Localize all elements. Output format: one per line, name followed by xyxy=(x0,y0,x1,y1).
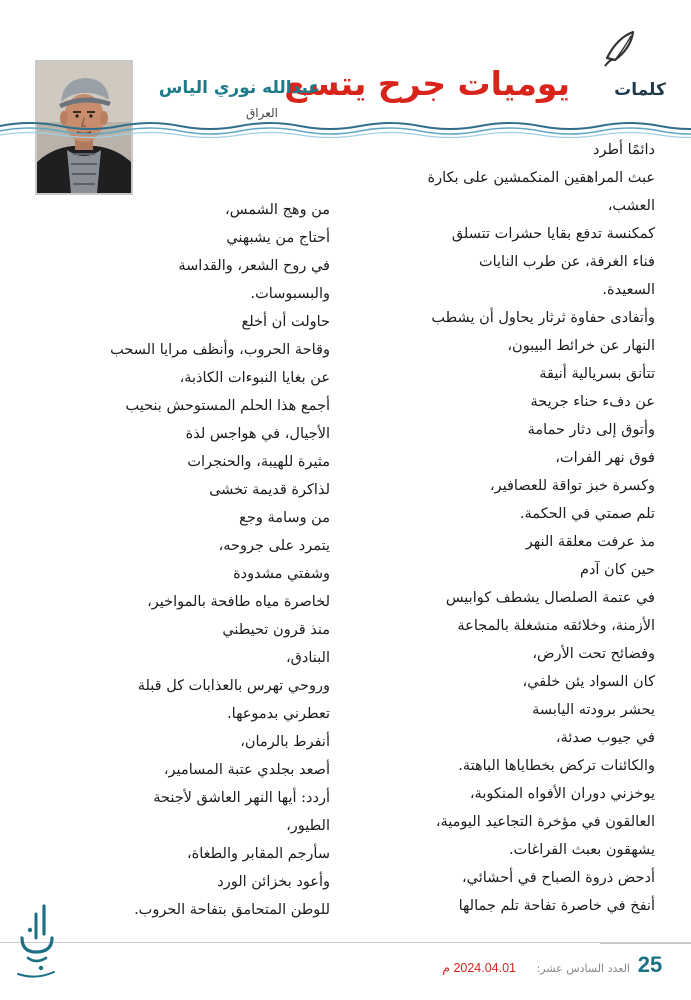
footer-divider-accent xyxy=(600,942,691,944)
poem-verse-line: من وهج الشمس، xyxy=(225,202,330,218)
poem-right-column xyxy=(355,136,655,920)
poem-verse-line: والكائنات تركض بخطاياها الباهتة. xyxy=(458,758,655,774)
poem-verse-line: وكسرة خبز تواقة للعصافير، xyxy=(489,478,655,494)
poem-verse-line: وأعود بخزائن الورد xyxy=(217,874,330,890)
poem-verse-line: في جيوب صدئة، xyxy=(555,730,655,746)
poem-verse-line: يشهقون بعبث الفراغات. xyxy=(508,842,655,858)
poem-verse-line: مثيرة للهيبة، والحنجرات xyxy=(187,454,330,470)
poem-verse-line: يحشر برودته اليابسة xyxy=(532,702,655,718)
poem-verse-line: تعطرني بدموعها. xyxy=(227,706,330,722)
poem-verse-line: عبث المراهقين المنكمشين على بكارة xyxy=(427,170,655,186)
poem-verse-line: أنفرط بالرمان، xyxy=(240,734,330,750)
poem-verse-line: لخاصرة مياه طافحة بالمواخير، xyxy=(147,594,330,610)
poem-verse-line: حاولت أن أخلع xyxy=(241,314,330,330)
magazine-logo xyxy=(14,900,58,980)
poem-verse-line: منذ قرون تحيطني xyxy=(222,622,330,638)
poem-verse-line: كمكنسة تدفع بقايا حشرات تتسلق xyxy=(451,226,655,242)
poem-verse-line: دائمًا أطرد xyxy=(593,142,655,158)
poem-verse-line: البنادق، xyxy=(285,650,330,666)
issue-label: العدد السادس عشر: xyxy=(536,962,630,975)
author-name: عبدالله نوري الياس xyxy=(158,78,320,98)
quill-pen-icon xyxy=(603,28,639,68)
author-country: العراق xyxy=(245,106,278,120)
poem-verse-line: في عتمة الصلصال يشطف كوابيس xyxy=(445,590,655,606)
poem-verse-line: يوخزني دوران الأفواه المنكوبة، xyxy=(469,786,655,802)
poem-verse-line: أجمع هذا الحلم المستوحش بنحيب xyxy=(125,398,330,414)
poem-verse-line: في روح الشعر، والقداسة xyxy=(178,258,330,274)
poem-verse-line: يتمرد على جروحه، xyxy=(218,538,330,554)
poem-verse-line: كان السواد يئن خلفي، xyxy=(522,674,655,690)
poem-title: يوميات جرح يتسع xyxy=(284,64,570,103)
page-number: 25 xyxy=(637,952,663,977)
poem-verse-line: فوق نهر الفرات، xyxy=(555,450,655,466)
poem-left-column xyxy=(30,196,330,924)
section-label: كلمات xyxy=(614,80,666,100)
poem-verse-line: النهار عن خرائط البيبون، xyxy=(507,338,655,354)
poem-verse-line: الأزمنة، وخلائقه منشغلة بالمجاعة xyxy=(457,618,655,634)
poem-verse-line: لذاكرة قديمة تخشى xyxy=(209,482,330,498)
poem-verse-line: عن بغايا النبوءات الكاذبة، xyxy=(179,370,330,386)
poem-verse-line: وأتوق إلى دثار حمامة xyxy=(527,422,655,438)
poem-verse-line: أردد: أيها النهر العاشق لأجنحة xyxy=(153,790,330,806)
poem-verse-line: العالقون في مؤخرة التجاعيد اليومية، xyxy=(435,814,655,830)
poem-verse-line: أدحض ذروة الصباح في أحشائي، xyxy=(461,870,655,886)
poem-verse-line: أحتاج من يشبهني xyxy=(226,230,330,246)
footer-divider xyxy=(0,942,600,943)
poem-verse-line: الأجيال، في هواجس لذة xyxy=(185,426,330,442)
poem-verse-line: عن دفء حناء جريحة xyxy=(530,394,655,410)
poem-verse-line: السعيدة. xyxy=(602,282,655,298)
poem-verse-line: حين كان آدم xyxy=(579,562,655,578)
poem-verse-line: أنفخ في خاصرة تفاحة تلم جمالها xyxy=(458,898,655,914)
poem-verse-line: سأرجم المقابر والطغاة، xyxy=(186,846,330,862)
issue-date: 2024.04.01 م xyxy=(442,961,516,975)
poem-verse-line: وشفتي مشدودة xyxy=(233,566,330,582)
poem-verse-line: تلم صمتي في الحكمة. xyxy=(519,506,655,522)
poem-verse-line: تتأنق بسريالية أنيقة xyxy=(539,366,655,382)
poem-verse-line: للوطن المتحامق بتفاحة الحروب. xyxy=(134,902,330,918)
poem-verse-line: وروحي تهرس بالعذابات كل قبلة xyxy=(137,678,330,694)
poem-verse-line: العشب، xyxy=(607,198,655,214)
poem-verse-line: وفضائح تحت الأرض، xyxy=(532,646,655,662)
poem-verse-line: أصعد بجلدي عتبة المسامير، xyxy=(163,762,330,778)
poem-verse-line: مذ عرفت معلقة النهر xyxy=(525,534,655,550)
poem-verse-line: الطيور، xyxy=(286,818,330,834)
poem-verse-line: وأتفادى حفاوة ثرثار يحاول أن يشطب xyxy=(431,310,655,326)
poem-verse-line: وقاحة الحروب، وأنظف مرايا السحب xyxy=(110,342,330,358)
poem-verse-line: فناء الغرفة، عن طرب النايات xyxy=(478,254,655,270)
poem-verse-line: والبسبوسات. xyxy=(250,286,330,302)
poem-verse-line: من وسامة وجع xyxy=(239,510,330,526)
